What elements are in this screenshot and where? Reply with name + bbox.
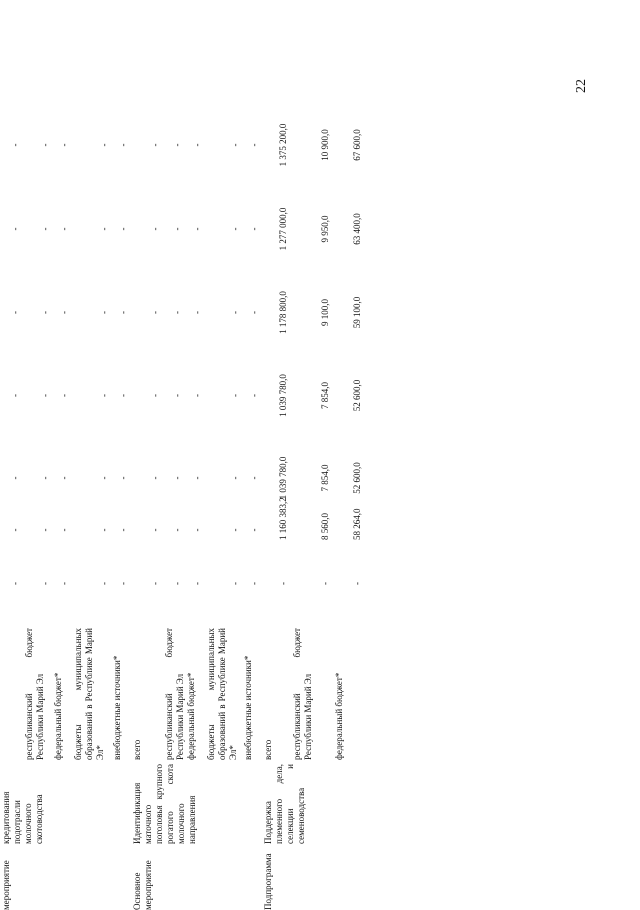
row-value-cell: - (150, 528, 160, 532)
row-value-cell: - (10, 311, 20, 314)
row-value-cell: 10 900,0 (320, 129, 330, 161)
row-funding-source: бюджеты муниципальных образований в Республике Марий Эл* (73, 628, 105, 760)
row-value-cell: - (249, 227, 259, 231)
row-funding-source: федеральный бюджет* (53, 672, 63, 760)
budget-table (0, 90, 387, 910)
row-value-cell: - (59, 143, 69, 147)
row-value-cell: 1 039 780,0 (278, 374, 288, 417)
row-value-cell: - (192, 143, 202, 147)
row-value-cell: - (230, 476, 240, 480)
row-value-cell: - (99, 528, 109, 532)
row-level-label (112, 846, 130, 910)
row-level-label (186, 846, 204, 910)
row-level-label: Подпрограмма (263, 853, 273, 910)
row-level-label: мероприятие (1, 860, 11, 910)
row-value-cell: - (230, 311, 240, 314)
row-value-cell: - (192, 227, 202, 231)
row-value-cell: - (230, 227, 240, 231)
row-value-cell: - (40, 143, 50, 147)
row-measure-name (186, 764, 204, 844)
row-measure-name (243, 764, 261, 844)
row-value-cell: - (192, 476, 202, 480)
row-value-cell: - (118, 143, 128, 147)
row-value-cell: 63 400,0 (352, 213, 362, 245)
row-value-cell: - (40, 528, 50, 532)
row-value-cell: - (40, 582, 50, 585)
row-value-cell: - (99, 227, 109, 231)
row-value-cell: - (230, 582, 240, 585)
row-funding-source (0, 628, 22, 760)
row-value-cell: - (172, 311, 182, 314)
row-value-cell: - (150, 143, 160, 147)
row-value-cell: - (118, 311, 128, 314)
row-value-cell: 1 375 200,0 (278, 123, 288, 167)
row-value-cell: - (192, 394, 202, 397)
row-value-cell: 1 277 000,0 (278, 207, 288, 251)
row-value-cell: - (40, 311, 50, 314)
row-funding-source: федеральный бюджет* (334, 672, 344, 760)
row-value-cell: - (150, 476, 160, 480)
row-value-cell: - (352, 582, 362, 585)
row-value-cell: - (278, 582, 288, 585)
row-value-cell: - (249, 311, 259, 314)
row-value-cell: - (118, 528, 128, 532)
row-measure-name (24, 764, 52, 844)
row-value-cell: - (230, 394, 240, 397)
row-funding-source: всего (132, 739, 142, 760)
row-value-cell: - (192, 311, 202, 314)
row-value-cell: 1 039 780,0 (278, 456, 288, 500)
row-value-cell: - (59, 394, 69, 397)
row-value-cell: - (172, 143, 182, 147)
row-funding-source: республиканский бюджет Республики Марий Эл (164, 628, 185, 760)
row-value-cell: - (59, 582, 69, 585)
row-funding-source: всего (263, 739, 273, 760)
row-level-label: Основное мероприятие (132, 860, 153, 910)
row-value-cell: - (99, 311, 109, 314)
row-value-cell: 59 100,0 (352, 296, 362, 329)
row-value-cell: - (150, 227, 160, 231)
row-value-cell: - (249, 528, 259, 532)
row-value-cell: - (172, 582, 182, 585)
row-funding-source: республиканский бюджет Республики Марий Эл (292, 628, 313, 760)
row-value-cell: - (10, 227, 20, 231)
row-value-cell: - (59, 227, 69, 231)
row-funding-source: внебюджетные источники* (112, 655, 122, 760)
row-measure-name (334, 764, 364, 844)
row-value-cell: - (10, 528, 20, 532)
row-value-cell: - (10, 582, 20, 585)
row-funding-source: внебюджетные источники* (243, 655, 253, 760)
row-value-cell: - (172, 394, 182, 397)
row-level-label (164, 846, 184, 910)
row-value-cell: 1 160 383,2 (278, 497, 288, 540)
row-value-cell: - (99, 143, 109, 147)
row-value-cell: - (249, 394, 259, 397)
row-value-cell: - (249, 476, 259, 480)
row-value-cell: 7 854,0 (320, 382, 330, 409)
row-measure-name (206, 764, 242, 844)
row-value-cell: - (10, 394, 20, 397)
row-value-cell: - (40, 476, 50, 480)
row-value-cell: - (192, 528, 202, 532)
row-value-cell: 1 178 800,0 (278, 291, 288, 334)
row-value-cell: 52 600,0 (352, 379, 362, 412)
row-measure-name (53, 764, 71, 844)
row-measure-name: Поддержка племенного дела, селекции и семеноводства (263, 764, 306, 844)
row-value-cell: - (192, 582, 202, 585)
row-value-cell: 52 600,0 (352, 462, 362, 494)
row-value-cell: - (99, 582, 109, 585)
row-value-cell: - (118, 476, 128, 480)
row-value-cell: - (59, 528, 69, 532)
row-value-cell: - (40, 227, 50, 231)
row-value-cell: - (10, 143, 20, 147)
row-value-cell: - (150, 582, 160, 585)
page-number: 22 (574, 79, 589, 93)
row-value-cell: - (150, 311, 160, 314)
row-value-cell: - (118, 227, 128, 231)
row-value-cell: - (172, 476, 182, 480)
row-funding-source: федеральный бюджет* (186, 672, 196, 760)
row-level-label (73, 846, 111, 910)
row-measure-name: кредитования подотрасли молочного скотоводства (1, 791, 44, 844)
row-value-cell: - (230, 143, 240, 147)
row-level-label (334, 846, 364, 910)
row-funding-source: бюджеты муниципальных образований в Республике Марий Эл* (206, 628, 238, 760)
row-level-label (24, 846, 52, 910)
row-value-cell: - (40, 394, 50, 397)
row-measure-name (112, 764, 130, 844)
row-value-cell: - (59, 476, 69, 480)
row-measure-name (73, 764, 111, 844)
row-value-cell: - (118, 394, 128, 397)
row-value-cell: - (150, 394, 160, 397)
row-measure-name (164, 764, 184, 844)
row-level-label (206, 846, 242, 910)
row-value-cell: - (249, 582, 259, 585)
row-value-cell: - (172, 528, 182, 532)
row-level-label (243, 846, 261, 910)
row-value-cell: 67 600,0 (352, 129, 362, 161)
row-value-cell: - (172, 227, 182, 231)
row-value-cell: 8 560,0 (320, 513, 330, 540)
row-value-cell: - (249, 143, 259, 147)
row-value-cell: - (10, 476, 20, 480)
row-measure-name: Идентификация маточного поголовья крупного рогатого скота молочного направления (132, 764, 197, 844)
row-value-cell: - (230, 528, 240, 532)
row-value-cell: - (118, 582, 128, 585)
row-funding-source: республиканский бюджет Республики Марий Эл (24, 628, 45, 760)
row-value-cell: 9 100,0 (320, 299, 330, 326)
row-value-cell: - (99, 476, 109, 480)
row-level-label (292, 846, 332, 910)
row-value-cell: 7 854,0 (320, 464, 330, 492)
row-value-cell: - (320, 582, 330, 585)
row-level-label (53, 846, 71, 910)
row-value-cell: 58 264,0 (352, 508, 362, 540)
row-value-cell: - (99, 394, 109, 397)
row-value-cell: 9 950,0 (320, 215, 330, 243)
row-value-cell: - (59, 311, 69, 314)
row-measure-name (292, 764, 332, 844)
